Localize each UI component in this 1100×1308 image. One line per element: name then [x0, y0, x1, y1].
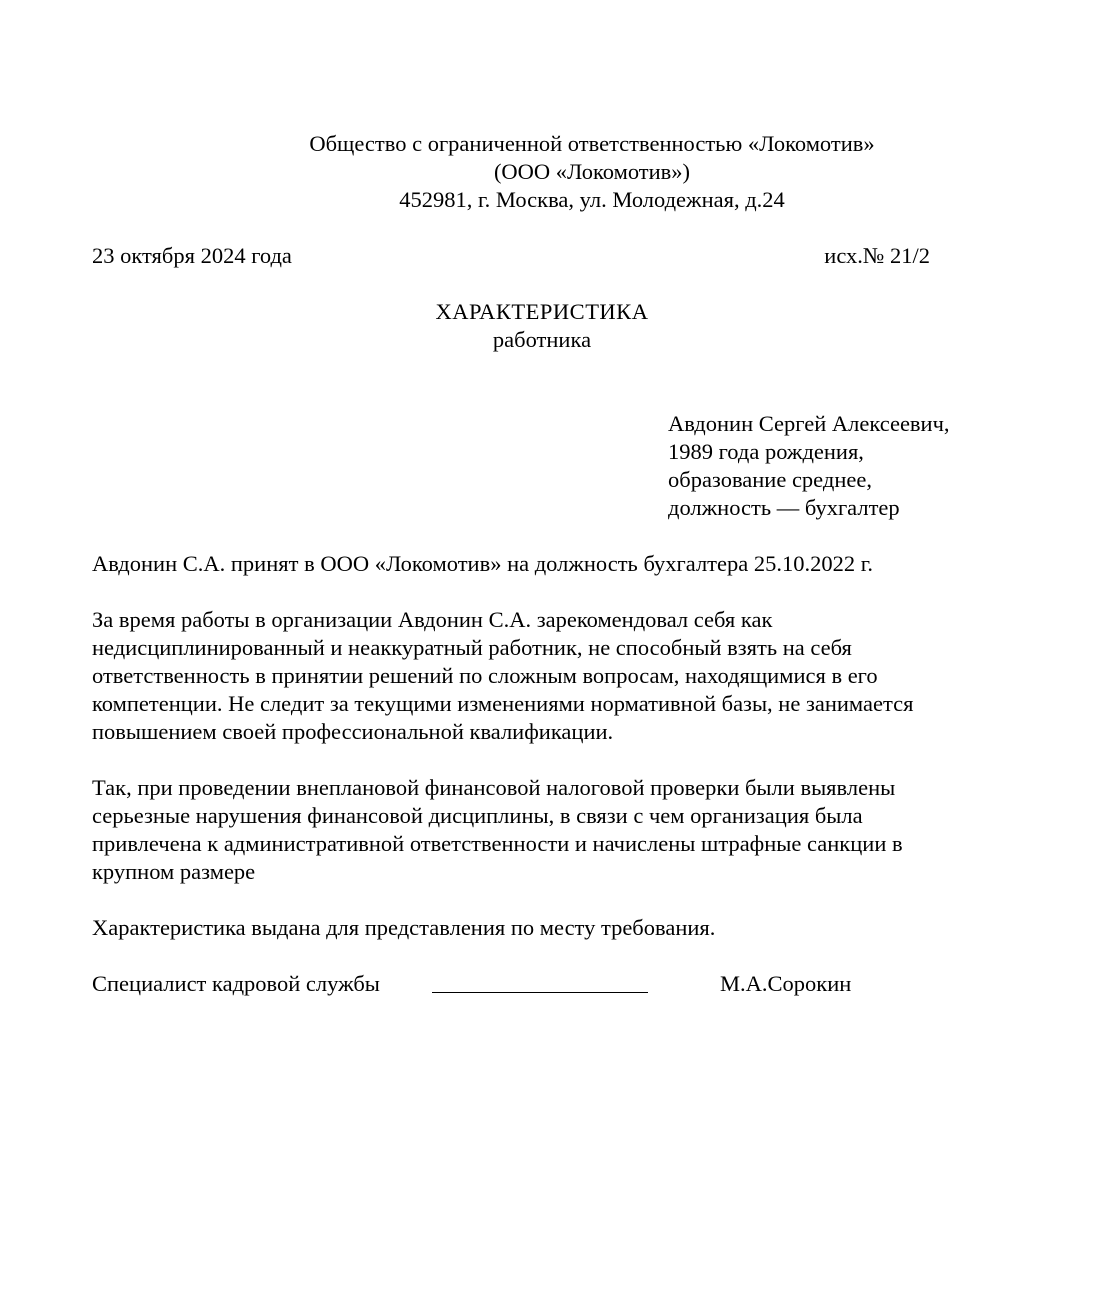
employee-birth-year: 1989 года рождения,: [668, 439, 864, 464]
paragraph-evaluation: [92, 606, 972, 746]
employee-info-block: [668, 410, 950, 522]
employee-position: должность — бухгалтер: [668, 495, 900, 520]
signatory-name: М.А.Сорокин: [720, 971, 852, 996]
organization-address: 452981, г. Москва, ул. Молодежная, д.24: [399, 187, 785, 212]
employee-name: Авдонин Сергей Алексеевич,: [668, 411, 950, 436]
document-title-block: [92, 298, 992, 354]
paragraph-purpose: Характеристика выдана для представления по месту требования.: [92, 915, 716, 940]
organization-header: [92, 130, 1092, 214]
paragraph-line: Так, при проведении внеплановой финансовой налоговой проверки были выявлены: [92, 775, 896, 800]
paragraph-line: крупном размере: [92, 859, 256, 884]
signature-block: [92, 970, 892, 1000]
paragraph-line: За время работы в организации Авдонин С.А. зарекомендовал себя как: [92, 607, 773, 632]
paragraph-hiring: Авдонин С.А. принят в ООО «Локомотив» на должность бухгалтера 25.10.2022 г.: [92, 551, 874, 576]
paragraph-line: ответственность в принятии решений по сложным вопросам, находящимися в его: [92, 663, 878, 688]
organization-short-name: (ООО «Локомотив»): [493, 159, 691, 184]
employee-education: образование среднее,: [668, 467, 872, 492]
paragraph-line: компетенции. Не следит за текущими изменениями нормативной базы, не занимается: [92, 691, 914, 716]
document-subtitle: работника: [492, 327, 592, 352]
document-number: исх.№ 21/2: [824, 243, 930, 268]
paragraph-line: повышением своей профессиональной квалификации.: [92, 719, 614, 744]
signatory-position: Специалист кадровой службы: [92, 971, 380, 996]
paragraph-line: недисциплинированный и неаккуратный работник, не способный взять на себя: [92, 635, 852, 660]
paragraph-audit: [92, 774, 972, 886]
paragraph-line: серьезные нарушения финансовой дисциплины, в связи с чем организация была: [92, 803, 863, 828]
document-date: 23 октября 2024 года: [92, 243, 292, 268]
paragraph-line: привлечена к административной ответственности и начислены штрафные санкции в: [92, 831, 903, 856]
signature-line: [432, 992, 648, 993]
organization-full-name: Общество с ограниченной ответственностью «Локомотив»: [309, 131, 875, 156]
document-title: ХАРАКТЕРИСТИКА: [435, 299, 649, 324]
